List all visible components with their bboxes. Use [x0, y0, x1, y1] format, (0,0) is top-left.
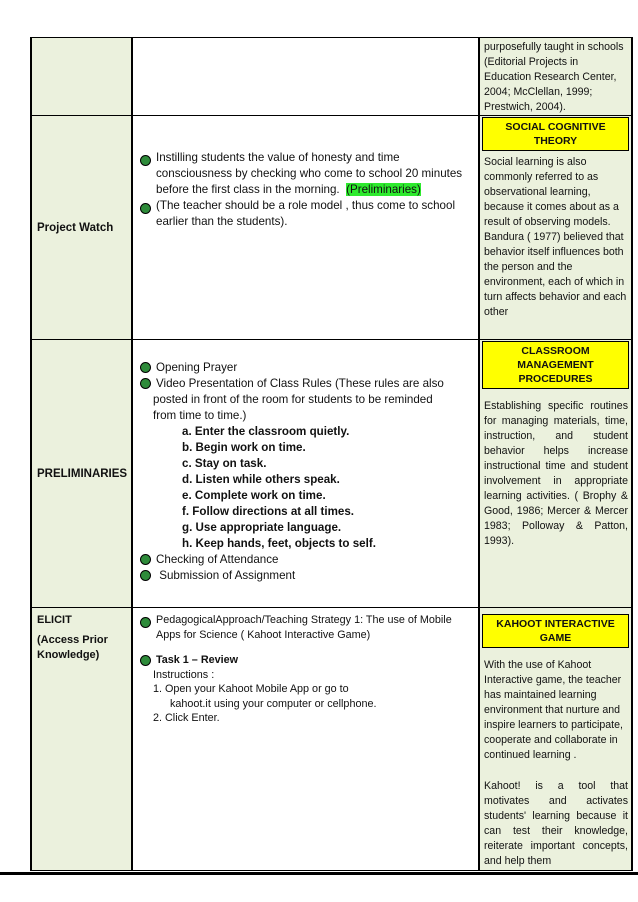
list-item [140, 376, 472, 392]
class-rule: h. Keep hands, feet, objects to self. [182, 537, 376, 550]
class-rule: g. Use appropriate language. [182, 521, 342, 534]
list-item-text: from time to time.) [153, 409, 247, 422]
list-item [140, 360, 472, 376]
list-item [140, 150, 472, 198]
class-rule: c. Stay on task. [182, 457, 267, 470]
row-label: Project Watch [37, 221, 114, 234]
class-rule: f. Follow directions at all times. [182, 505, 355, 518]
theory-cell [479, 340, 632, 608]
row-label-cell [31, 116, 132, 340]
theory-text: Establishing specific routines for managing materials, time, instruction, and student behavior helps increase instructional time and student involvement in appropriate learning activities. ( Brophy & Good, 1986; Mercer & Mercer 1983; Polloway & Patton, 1993). [484, 400, 628, 547]
bullet-icon [140, 362, 151, 373]
list-item-text: Checking of Attendance [156, 553, 279, 566]
table-row [31, 340, 632, 608]
bullet-icon [140, 617, 151, 628]
row-label-cell [31, 608, 132, 871]
bullet-icon [140, 203, 151, 214]
row-label: (Access Prior Knowledge) [37, 634, 108, 661]
activity-cell [132, 116, 479, 340]
theory-title: CLASSROOM MANAGEMENT PROCEDURES [482, 341, 629, 389]
class-rule: b. Begin work on time. [182, 441, 306, 454]
bullet-icon [140, 554, 151, 565]
list-item-text: Video Presentation of Class Rules (These rules are also [156, 377, 444, 390]
list-item [140, 552, 472, 568]
task-title: Task 1 – Review [156, 654, 239, 666]
table-row [31, 116, 632, 340]
list-item-text: Instilling students the value of honesty and time [156, 151, 400, 164]
highlighted-text: (Preliminaries) [346, 183, 421, 196]
class-rule: e. Complete work on time. [182, 489, 326, 502]
bullet-icon [140, 655, 151, 666]
instruction-step: 1. Open your Kahoot Mobile App or go to [153, 683, 349, 695]
list-item-text: before the first class in the morning. [156, 183, 340, 196]
theory-cell [479, 38, 632, 116]
list-item [140, 568, 472, 584]
list-item [140, 613, 472, 642]
theory-cell [479, 608, 632, 871]
bullet-icon [140, 378, 151, 389]
instruction-step: kahoot.it using your computer or cellphone. [170, 697, 377, 710]
bullet-icon [140, 155, 151, 166]
bullet-icon [140, 570, 151, 581]
theory-title: KAHOOT INTERACTIVE GAME [482, 614, 629, 648]
instruction-step: 2. Click Enter. [153, 712, 220, 724]
activity-cell [132, 340, 479, 608]
list-item-text: Opening Prayer [156, 361, 238, 374]
page-bottom-rule [0, 872, 638, 875]
table-row [31, 608, 632, 871]
list-item-text: posted in front of the room for students to be reminded [153, 393, 433, 406]
instructions-label: Instructions : [153, 668, 215, 681]
activity-cell [132, 38, 479, 116]
lesson-plan-table [30, 37, 633, 871]
activity-cell [132, 608, 479, 871]
row-label: ELICIT [37, 614, 72, 626]
list-item-text: Submission of Assignment [159, 569, 296, 582]
row-label-cell [31, 38, 132, 116]
row-label-cell [31, 340, 132, 608]
row-label: PRELIMINARIES [37, 467, 128, 480]
class-rule: d. Listen while others speak. [182, 473, 340, 486]
theory-text: With the use of Kahoot Interactive game, the teacher has maintained learning environment that nurture and inspire learners to participate, cooperate and collaborate in continued learning . [484, 659, 623, 761]
list-item-text: Apps for Science ( Kahoot Interactive Game) [156, 628, 371, 641]
theory-text: purposefully taught in schools (Editorial Projects in Education Research Center, 2004; McClellan, 1999; Prestwich, 2004). [484, 41, 624, 113]
theory-text: Kahoot! is a tool that motivates and activates students' learning because it can test their knowledge, reiterate important concepts, and help them [484, 780, 628, 867]
theory-text: Social learning is also commonly referred to as observational learning, because it comes about as a result of observing models. Bandura ( 1977) believed that behavior itself influences both the person and the environment, each of which in turn affects behavior and each other [484, 156, 627, 318]
theory-title: SOCIAL COGNITIVE THEORY [482, 117, 629, 151]
list-item [140, 198, 472, 230]
list-item-text: (The teacher should be a role model , thus come to school [156, 199, 456, 212]
list-item-text: PedagogicalApproach/Teaching Strategy 1: The use of Mobile [156, 614, 452, 626]
list-item-text: consciousness by checking who come to school 20 minutes [156, 167, 463, 180]
class-rule: a. Enter the classroom quietly. [182, 425, 350, 438]
table-row [31, 38, 632, 116]
list-item [140, 653, 472, 668]
theory-cell [479, 116, 632, 340]
list-item-text: earlier than the students). [156, 215, 288, 228]
